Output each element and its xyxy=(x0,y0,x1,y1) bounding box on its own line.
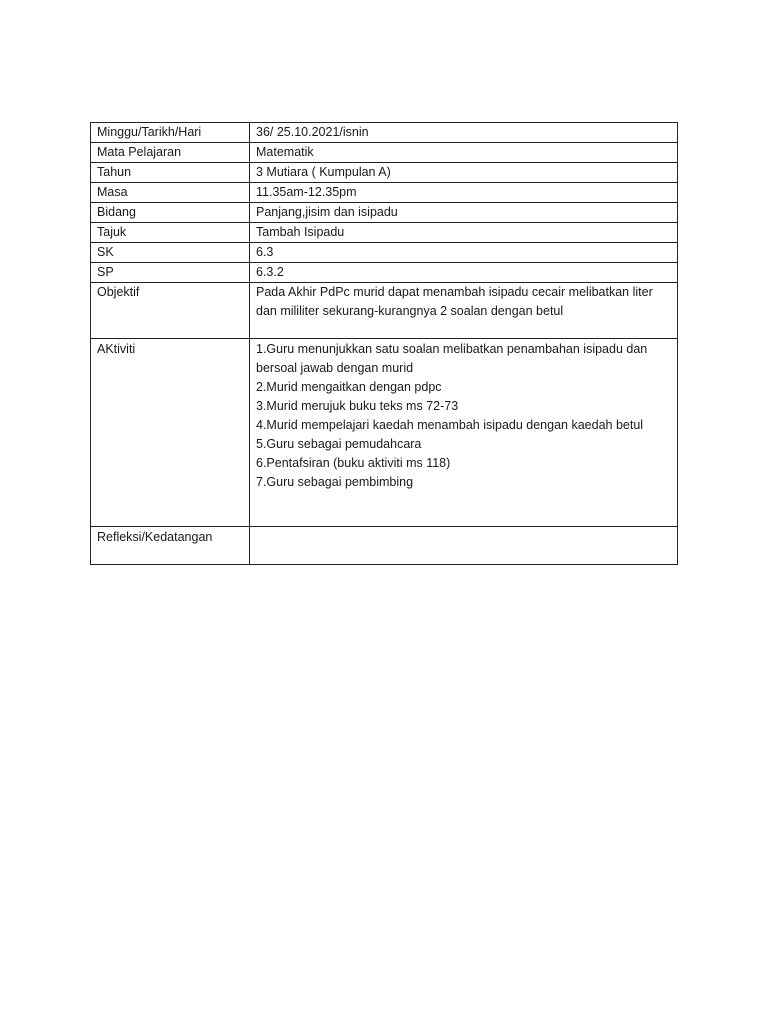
table-row xyxy=(91,143,678,163)
row-value-masa: 11.35am-12.35pm xyxy=(250,183,678,203)
table-row xyxy=(91,183,678,203)
row-label-mata-pelajaran: Mata Pelajaran xyxy=(91,143,250,163)
aktiviti-item-6: 6.Pentafsiran (buku aktiviti ms 118) xyxy=(256,456,451,470)
lesson-plan-table xyxy=(90,122,678,565)
table-row xyxy=(91,223,678,243)
aktiviti-item-7: 7.Guru sebagai pembimbing xyxy=(256,475,414,489)
table-row xyxy=(91,123,678,143)
row-value-tajuk: Tambah Isipadu xyxy=(250,223,678,243)
row-value-minggu: 36/ 25.10.2021/isnin xyxy=(250,123,678,143)
table-row-objektif xyxy=(91,283,678,339)
objektif-text: Pada Akhir PdPc murid dapat menambah isipadu cecair melibatkan liter dan mililiter sekurang-kurangnya 2 soalan dengan betul xyxy=(256,285,653,318)
table-row-refleksi xyxy=(91,527,678,565)
row-label-sp: SP xyxy=(91,263,250,283)
aktiviti-item-3: 3.Murid merujuk buku teks ms 72-73 xyxy=(256,399,459,413)
row-label-objektif: Objektif xyxy=(91,283,250,339)
table-row xyxy=(91,243,678,263)
row-label-bidang: Bidang xyxy=(91,203,250,223)
row-label-tajuk: Tajuk xyxy=(91,223,250,243)
row-value-mata-pelajaran: Matematik xyxy=(250,143,678,163)
table-row xyxy=(91,263,678,283)
row-value-bidang: Panjang,jisim dan isipadu xyxy=(250,203,678,223)
table-row xyxy=(91,203,678,223)
table-row xyxy=(91,163,678,183)
row-value-aktiviti xyxy=(250,339,678,527)
aktiviti-item-2: 2.Murid mengaitkan dengan pdpc xyxy=(256,380,442,394)
row-value-tahun: 3 Mutiara ( Kumpulan A) xyxy=(250,163,678,183)
row-label-tahun: Tahun xyxy=(91,163,250,183)
row-value-sk: 6.3 xyxy=(250,243,678,263)
row-label-minggu: Minggu/Tarikh/Hari xyxy=(91,123,250,143)
table-row-aktiviti xyxy=(91,339,678,527)
row-label-masa: Masa xyxy=(91,183,250,203)
row-value-refleksi xyxy=(250,527,678,565)
aktiviti-item-1: 1.Guru menunjukkan satu soalan melibatkan penambahan isipadu dan bersoal jawab dengan murid xyxy=(256,342,648,375)
aktiviti-item-5: 5.Guru sebagai pemudahcara xyxy=(256,437,422,451)
row-label-refleksi: Refleksi/Kedatangan xyxy=(91,527,250,565)
row-value-sp: 6.3.2 xyxy=(250,263,678,283)
row-label-aktiviti: AKtiviti xyxy=(91,339,250,527)
aktiviti-item-4: 4.Murid mempelajari kaedah menambah isipadu dengan kaedah betul xyxy=(256,418,644,432)
row-label-sk: SK xyxy=(91,243,250,263)
row-value-objektif xyxy=(250,283,678,339)
